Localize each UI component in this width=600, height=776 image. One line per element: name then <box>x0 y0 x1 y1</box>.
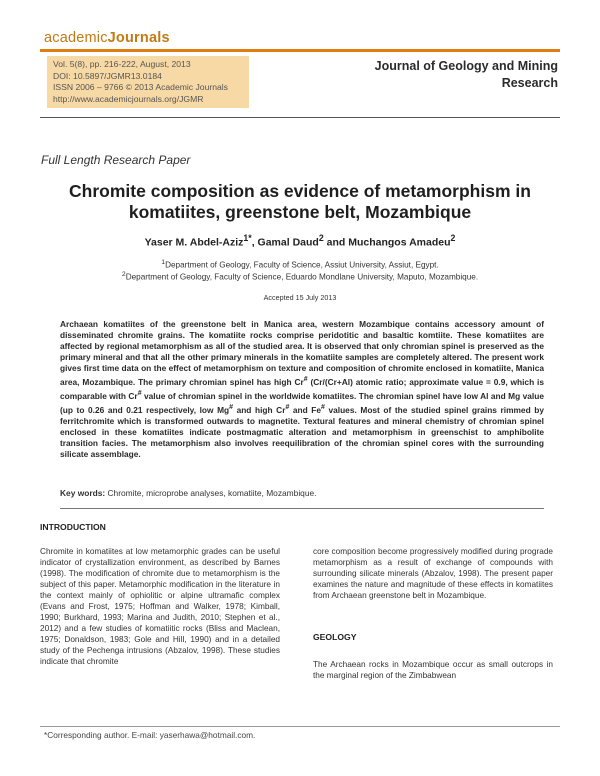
publication-meta-box <box>47 56 249 108</box>
publisher-logo <box>44 30 170 46</box>
logo-text-academic: academic <box>44 30 108 46</box>
meta-url[interactable]: http://www.academicjournals.org/JGMR <box>53 93 204 104</box>
abstract-text-5: and Fe <box>289 404 322 415</box>
author-2: Gamal Daud <box>257 236 319 249</box>
meta-issn: ISSN 2006 – 9766 © 2013 Academic Journals <box>53 82 228 93</box>
author-3-sup: 2 <box>450 233 456 243</box>
abstract-text-2: (Cr/(Cr+Al) atomic ratio; approximate value = 0.9, which is comparable with Cr <box>60 377 545 401</box>
author-list <box>40 233 560 249</box>
abstract-divider <box>60 508 544 509</box>
meta-volume: Vol. 5(8), pp. 216-222, August, 2013 <box>53 59 191 69</box>
abstract-text-4: and high Cr <box>232 404 286 415</box>
author-3: Muchangos Amadeu <box>348 236 451 249</box>
meta-doi: DOI: 10.5897/JGMR13.0184 <box>53 70 162 81</box>
affiliation-1 <box>40 259 560 270</box>
header-divider <box>40 117 560 118</box>
title-line2: komatiites, greenstone belt, Mozambique <box>128 202 472 222</box>
corresponding-author-note: *Corresponding author. E-mail: yaserhawa@hotmail.com. <box>44 730 256 740</box>
abstract <box>60 319 544 460</box>
journal-name-line1: Journal of Geology and Mining <box>374 59 558 73</box>
paper-type: Full Length Research Paper <box>41 153 191 167</box>
keywords-label: Key words: <box>60 488 106 498</box>
abstract-sup-2: # <box>137 390 142 398</box>
author-sep-2: and <box>323 236 349 249</box>
introduction-text-col2: core composition become progressively modified during prograde metamorphism as a result of exchange of compounds with surrounding silicate minerals (Abzalov, 1998). The present paper examines the nature and magnitude of these effects in komatiites from Archaean greenstone belt in Mozambique. <box>313 547 553 600</box>
abstract-sup-5: # <box>321 403 325 411</box>
author-2-sup: 2 <box>318 233 324 243</box>
abstract-sup-3: # <box>229 403 233 411</box>
introduction-text-col1: Chromite in komatiites at low metamorphic grades can be useful indicator of crystallization environment, as described by Barnes (1998). The modification of chromite due to metamorphism is the subject of this paper. Metamorphic modification in the literature in the context mainly of ophiolitic or alpine ultramafic complex (Evans and Frost, 1975; Hoffman and Walker, 1978; Kimball, 1990; Burkhard, 1993; Marina and Judith, 2010; Stephen et al., 2012) and a few studies of komatiitic rocks (Bliss and Maclean, 1975; Donaldson, 1983; Gole and Hill, 1990) and in a detailed study of the Pechenga intrusions (Abzalov, 1998). These studies indicate that chromite <box>40 547 280 666</box>
keywords-text: Chromite, microprobe analyses, komatiite, Mozambique. <box>105 488 317 498</box>
affiliation-1-text: Department of Geology, Faculty of Science, Assiut University, Assiut, Egypt. <box>165 260 439 270</box>
introduction-heading: INTRODUCTION <box>40 522 106 532</box>
header-bar <box>40 49 560 52</box>
logo-text-journals: Journals <box>107 30 170 46</box>
geology-text: The Archaean rocks in Mozambique occur as small outcrops in the marginal region of the Zimbabwean <box>313 660 553 680</box>
abstract-sup-1: # <box>303 376 308 384</box>
affiliation-2 <box>40 271 560 282</box>
footnote-divider <box>40 726 560 727</box>
author-1-sup: 1* <box>243 233 252 243</box>
journal-name-line2: Research <box>501 76 558 90</box>
paper-title <box>40 181 560 223</box>
accepted-date: Accepted 15 July 2013 <box>263 293 337 302</box>
abstract-text-3: value of chromian spinel in the worldwide komatiites. The chromian spinel have low Al and Mg value (up to 0.26 and 0.21 respectively, low Mg <box>60 390 544 415</box>
affiliation-2-sup: 2 <box>121 271 126 278</box>
affiliation-1-sup: 1 <box>161 259 166 266</box>
author-sep-1: , <box>251 236 258 249</box>
keywords <box>60 488 544 498</box>
geology-heading: GEOLOGY <box>313 632 357 642</box>
abstract-text-6: values. Most of the studied spinel grains rimmed by ferritchromite which is transformed outwards to magnetite. Textural features and mineral chemistry of chromian spinel enclosed in these komatiites indicate postmagmatic alteration and metamorphism in greenschist to amphibolite transition facies. The metamorphism also involves reequilibration of the chromian spinel cores with the surrounding silicate assemblage. <box>60 404 544 459</box>
journal-name <box>338 58 558 92</box>
abstract-sup-4: # <box>285 403 290 411</box>
title-line1: Chromite composition as evidence of metamorphism in <box>69 181 531 201</box>
abstract-text-1: Archaean komatiites of the greenstone belt in Manica area, western Mozambique contains accessory amount of disseminated chromite grains. The komatiite rocks comprise peridotitic and basaltic komtiite. These komatiites are affected by regional metamorphism as all of the studied area. It is observed that only chromian spinel is preserved as the primary mineral and that all the other primary minerals in the komatiite samples are completely altered. The present work gives first time data on the effect of metamorphism on texture and composition of chromite enclosed in komatiite, Manica area, Mozambique. The primary chromian spinel has high Cr <box>60 319 544 388</box>
author-1: Yaser M. Abdel-Aziz <box>144 236 244 249</box>
affiliation-2-text: Department of Geology, Faculty of Science, Eduardo Mondlane University, Maputo, Mozambique. <box>125 272 479 282</box>
